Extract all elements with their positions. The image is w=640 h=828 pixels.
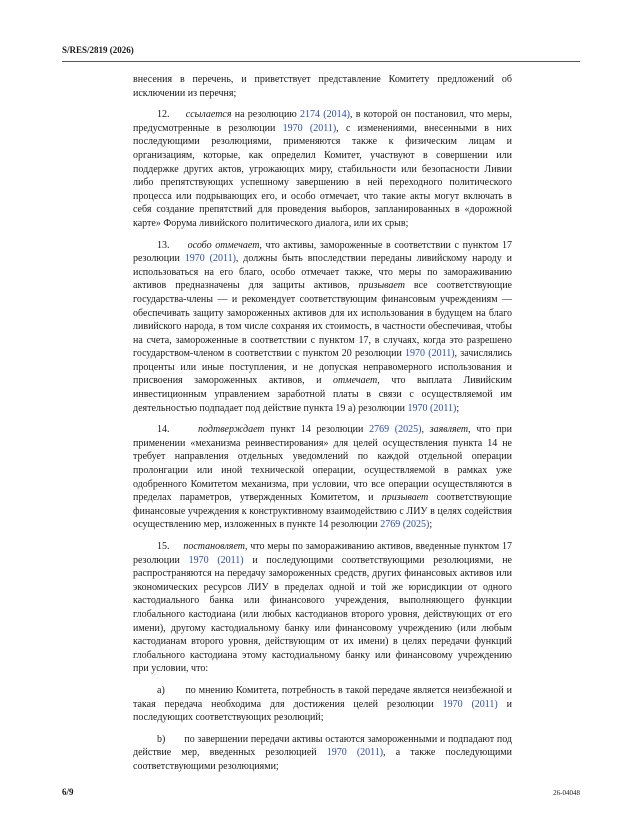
text-run: , с изменениями, внесенными в них последующими резолюциями, применяются также к физическим лицам и организациям, которые, как определил Комитет, участвуют в совершении или поддержке других актов, угрожающих миру, стабильности или безопасности Ливии либо препятствующих успешному завершению в ней переходного политического процесса или подрывающих его, и особо отмечает, что такие акты могут включать в себя создание препятствий для проведения выборов, запланированных в «дорожной карте» Форума ливийского политического диалога, или их срыв; — [133, 122, 512, 229]
text-run: по мнению Комитета, потребность в такой передаче является неизбежной и такая передача необходима для достижения целей резолюции — [133, 684, 513, 710]
paragraph-13 — [133, 239, 512, 416]
resolution-link[interactable]: 1970 (2011) — [442, 698, 498, 710]
resolution-link[interactable]: 1970 (2011) — [407, 402, 457, 414]
operative-verb: постановляет — [183, 541, 245, 552]
paragraph-15 — [133, 540, 512, 676]
document-symbol: S/RES/2819 (2026) — [62, 45, 134, 55]
resolution-link[interactable]: 2769 (2025) — [380, 519, 430, 531]
operative-verb: ссылается — [185, 109, 232, 121]
paragraph-number: 13. — [157, 239, 170, 251]
text-run: , в которой он постановил, что меры, предусмотренные в резолюции — [133, 109, 512, 134]
text-run: и последующими соответствующими резолюциями, не распространяются на передачу замороженных средств, других финансовых активов или экономических ресурсов ЛИУ в пределах одной и той же юрисдикции от одного кастодиального банка или финансового учреждения, выполняющего функции глобального кастодиана (или любых кастодианов второго уровня, действующих от его имени), другому кастодиальному банку или финансовому учреждению (или любым кастодианам второго уровня, действующим от их имени) в целях передачи функций глобального кастодиана этому кастодиальному банку или финансовому учреждению при условии, что: — [133, 554, 512, 675]
header-rule — [62, 61, 580, 62]
page-number: 6/9 — [62, 787, 74, 797]
resolution-link[interactable]: 2174 (2014) — [300, 109, 350, 121]
text-run: , — [421, 424, 430, 436]
text-run: по завершении передачи активы остаются замороженными и подпадают под действие мер, введенных резолюцией — [133, 733, 513, 759]
document-body — [133, 73, 512, 782]
text-run: , должны быть впоследствии переданы ливийскому народу и использоваться на его благо, особо отмечает также, что меры по замораживанию активов предназначены для защиты активов, — [133, 253, 513, 292]
paragraph-number: 12. — [157, 109, 170, 121]
resolution-link[interactable]: 1970 (2011) — [184, 253, 236, 265]
resolution-link[interactable]: 2769 (2025) — [369, 424, 422, 436]
text-run: , что при применении «механизма реинвестирования» для целей осуществления пункта 14 не требует направления отдельных уведомлений по каждой отдельной операции пролонгации или иной технической операции, осуществляемой в рамках уже одобренного Комитетом механизма, при условии, что все операции осуществляются в пределах параметров, утвержденных Комитетом, и — [133, 424, 513, 504]
text-run: соответствующие финансовые учреждения к конструктивному взаимодействию с ЛИУ в целях содействия осуществлению мер, изложенных в пункте 14 резолюции — [133, 492, 512, 531]
operative-verb: отмечает — [332, 375, 378, 387]
text-run: все соответствующие государства-члены — и рекомендует соответствующим финансовым учреждениям — обеспечивать защиту замороженных активов для их использования в будущем на благо ливийского народа, в том числе сохраняя их стоимость, в частности обеспечивая, чтобы на счета, замороженные в соответствии с пунктом 17, в случаях, когда это разрешено государством-членом в соответствии с пунктом 20 резолюции — [133, 280, 512, 360]
subparagraph-label: b) — [157, 733, 166, 745]
paragraph-12 — [133, 108, 512, 230]
subparagraph-a — [133, 684, 512, 725]
text-run: , что выплата Ливийским инвестиционным управлением заработной платы в связи с осуществляемой им деятельностью подпадает под действие пункта 19 a) резолюции — [133, 375, 512, 414]
document-code: 26-04048 — [553, 789, 580, 797]
text-run: ; — [429, 519, 433, 531]
resolution-link[interactable]: 1970 (2011) — [188, 554, 244, 566]
operative-verb: призывает — [381, 492, 429, 504]
text-run: пункт 14 резолюции — [264, 424, 370, 436]
resolution-link[interactable]: 1970 (2011) — [326, 747, 384, 759]
resolution-link[interactable]: 1970 (2011) — [282, 122, 337, 134]
operative-verb: заявляет — [429, 424, 469, 436]
text-run: , зачислялись проценты или иные поступления, и не допуская неправомерного использования и присвоения замороженных активов, и — [133, 348, 512, 387]
text-run: на резолюцию — [231, 109, 301, 121]
paragraph-continuation: внесения в перечень, и приветствует представление Комитету предложений об исключении из перечня; — [133, 74, 512, 99]
resolution-link[interactable]: 1970 (2011) — [405, 348, 455, 360]
subparagraph-label: a) — [157, 684, 165, 696]
subparagraph-b — [133, 733, 512, 774]
paragraph-14 — [133, 423, 512, 532]
text-run: ; — [456, 402, 460, 414]
text-run: , что активы, замороженные в соответствии с пунктом 17 резолюции — [133, 239, 513, 265]
text-run: , что меры по замораживанию активов, введенные пунктом 17 резолюции — [133, 541, 513, 566]
text-run: , а также последующими соответствующими резолюциями; — [133, 747, 512, 772]
text-run: и последующих соответствующих резолюций; — [133, 698, 512, 724]
operative-verb: призывает — [358, 280, 405, 292]
operative-verb: особо отмечает — [187, 239, 260, 251]
operative-verb: подтверждает — [198, 424, 265, 436]
paragraph-number: 14. — [157, 424, 170, 436]
paragraph-number: 15. — [157, 541, 170, 552]
